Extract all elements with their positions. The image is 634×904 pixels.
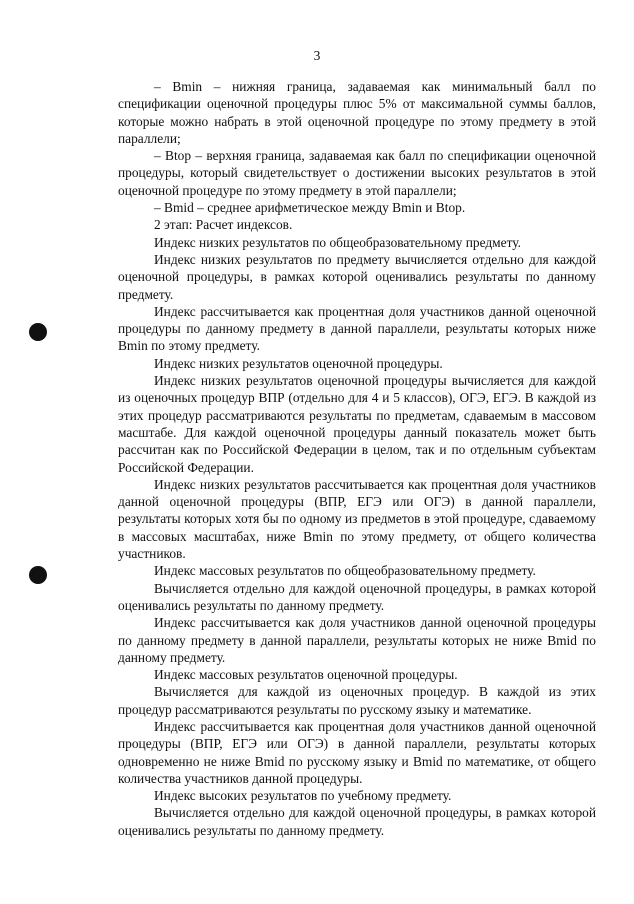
section-heading: Индекс низких результатов по общеобразовательному предмету. bbox=[154, 234, 521, 250]
paragraph: Вычисляется для каждой из оценочных процедур. В каждой из этих процедур рассматриваются результаты по русскому языку и математике. bbox=[118, 684, 596, 717]
punch-hole bbox=[29, 323, 47, 341]
paragraph: Индекс низких результатов оценочной процедуры вычисляется для каждой из оценочных процедур ВПР (отдельно для 4 и 5 классов), ОГЭ, ЕГЭ. В каждой из этих процедур рассматриваются результаты по предметам, сдаваемым в массовом масштабе. Для каждой оценочной процедуры данный показатель может быть рассчитан как по Российской Федерации в целом, так и по отдельным субъектам Российской Федерации. bbox=[118, 373, 596, 475]
section-heading: Индекс высоких результатов по учебному предмету. bbox=[154, 788, 452, 804]
paragraph: – Bmin – нижняя граница, задаваемая как минимальный балл по спецификации оценочной процедуры плюс 5% от максимальной суммы баллов, которые можно набрать в этой оценочной процедуре по этому предмету в этой параллели; bbox=[118, 79, 596, 146]
page-number: 3 bbox=[313, 48, 321, 63]
paragraph: Индекс низких результатов рассчитывается как процентная доля участников данной оценочной процедуры (ВПР, ЕГЭ или ОГЭ) в данной параллели, результаты которых хотя бы по одному из предметов в этой процедуре, сдаваемому в массовых масштабах, ниже Bmin по этому предмету, от общего количества участников. bbox=[118, 476, 596, 562]
paragraph: Индекс рассчитывается как доля участников данной оценочной процедуры по данному предмету в данной параллели, результаты которых не ниже Bmid по данному предмету. bbox=[118, 615, 596, 665]
paragraph: 2 этап: Расчет индексов. bbox=[154, 217, 293, 233]
paragraph: Вычисляется отдельно для каждой оценочной процедуры, в рамках которой оценивались результаты по данному предмету. bbox=[118, 580, 596, 613]
paragraph: Индекс рассчитывается как процентная доля участников данной оценочной процедуры по данному предмету в данной параллели, результаты которых ниже Bmin по этому предмету. bbox=[118, 303, 596, 354]
paragraph: – Bmid – среднее арифметическое между Bmin и Btop. bbox=[154, 200, 466, 216]
paragraph: Индекс рассчитывается как процентная доля участников данной оценочной процедуры (ВПР, ЕГЭ или ОГЭ) в данной параллели, результаты которых одновременно не ниже Bmid по русскому языку и Bmid по математике, от общего количества участников данной процедуры. bbox=[118, 718, 596, 786]
document-body bbox=[118, 78, 596, 839]
section-heading: Индекс массовых результатов оценочной процедуры. bbox=[154, 667, 458, 683]
paragraph: Индекс низких результатов по предмету вычисляется отдельно для каждой оценочной процедуры, в рамках которой оценивались результаты по данному предмету. bbox=[118, 251, 596, 302]
section-heading: Индекс массовых результатов по общеобразовательному предмету. bbox=[154, 563, 536, 579]
punch-hole bbox=[29, 566, 47, 584]
section-heading: Индекс низких результатов оценочной процедуры. bbox=[154, 355, 443, 371]
paragraph: Вычисляется отдельно для каждой оценочной процедуры, в рамках которой оценивались результаты по данному предмету. bbox=[118, 805, 596, 838]
paragraph: – Btop – верхняя граница, задаваемая как балл по спецификации оценочной процедуры, который свидетельствует о достижении высоких результатов в этой оценочной процедуре по этому предмету в этой параллели; bbox=[118, 148, 596, 198]
